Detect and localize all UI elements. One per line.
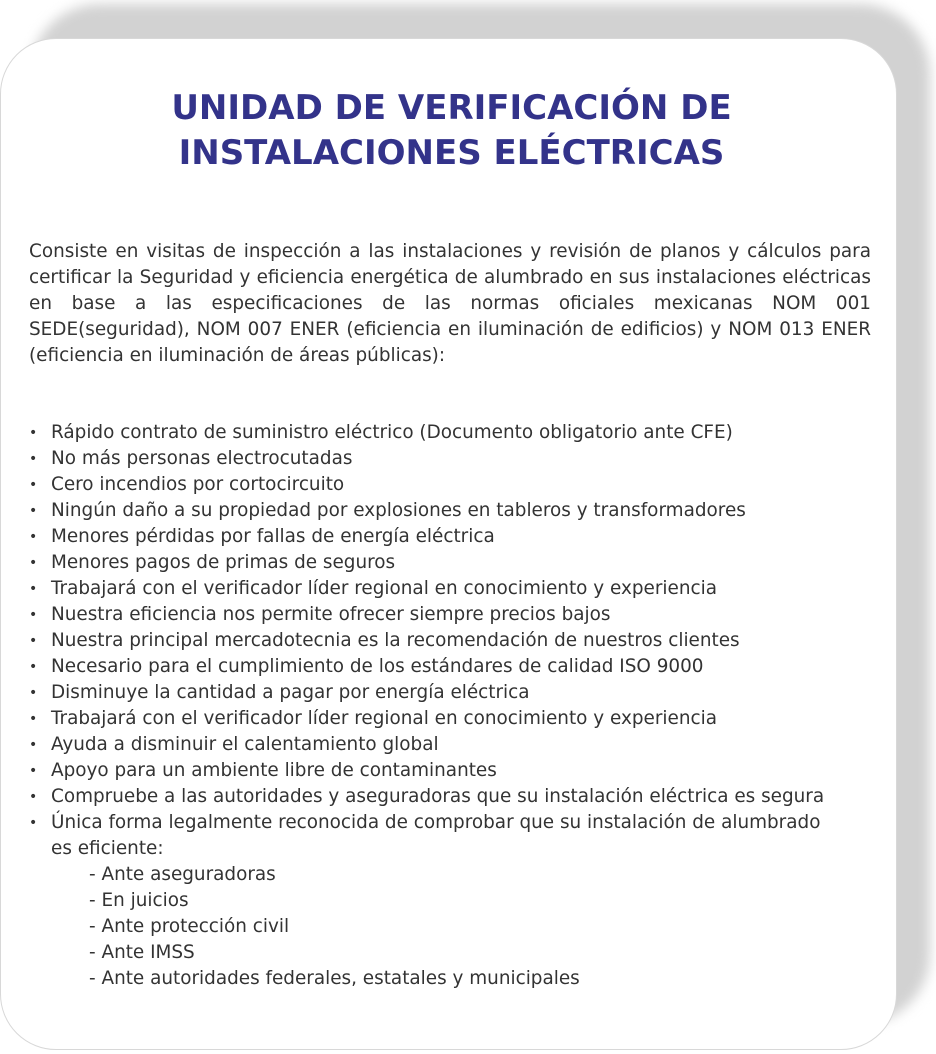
bullet-icon: • <box>29 477 38 493</box>
sub-list-item: - Ante IMSS <box>89 942 195 963</box>
bullet-icon: • <box>29 555 38 571</box>
list-item-text: Cero incendios por cortocircuito <box>51 474 345 495</box>
list-item-text: Necesario para el cumplimiento de los estándares de calidad ISO 9000 <box>51 656 704 677</box>
title-line-2: INSTALACIONES ELÉCTRICAS <box>178 133 725 173</box>
bullet-icon: • <box>29 659 38 675</box>
list-item-text: Compruebe a las autoridades y aseguradoras que su instalación eléctrica es segura <box>51 786 825 807</box>
bullet-icon: • <box>29 529 38 545</box>
list-item <box>29 576 879 602</box>
list-item <box>29 706 879 732</box>
bullet-icon: • <box>29 685 38 701</box>
list-item-text: Ayuda a disminuir el calentamiento global <box>51 734 439 755</box>
title-line-1: UNIDAD DE VERIFICACIÓN DE <box>171 88 732 128</box>
list-item <box>29 732 879 758</box>
list-item-text: Disminuye la cantidad a pagar por energía eléctrica <box>51 682 530 703</box>
list-item <box>29 550 879 576</box>
bullet-icon: • <box>29 815 38 831</box>
list-item <box>29 784 851 810</box>
list-item <box>29 446 879 472</box>
intro-paragraph: Consiste en visitas de inspección a las instalaciones y revisión de planos y cálculos para certificar la Seguridad y eficiencia energética de alumbrado en sus instalaciones eléctricas en base a las especificaciones de las normas oficiales mexicanas NOM 001 SEDE(seguridad), NOM 007 ENER (eficiencia en iluminación de edificios) y NOM 013 ENER (eficiencia en iluminación de áreas públicas): <box>29 241 871 366</box>
list-item <box>29 472 879 498</box>
list-item <box>29 524 879 550</box>
sub-list <box>51 862 831 992</box>
bullet-icon: • <box>29 633 38 649</box>
list-item <box>29 602 879 628</box>
bullet-icon: • <box>29 763 38 779</box>
list-item <box>29 654 879 680</box>
bullet-icon: • <box>29 503 38 519</box>
bullet-icon: • <box>29 451 38 467</box>
list-item <box>29 498 879 524</box>
list-item <box>29 758 879 784</box>
page-title <box>0 86 903 176</box>
bullet-icon: • <box>29 711 38 727</box>
list-item-text: Única forma legalmente reconocida de comprobar que su instalación de alumbrado es eficiente: <box>51 812 821 859</box>
list-item-text: No más personas electrocutadas <box>51 448 353 469</box>
list-item <box>29 628 879 654</box>
sub-list-item: - Ante protección civil <box>89 916 290 937</box>
sub-list-item: - En juicios <box>89 890 189 911</box>
list-item-text: Rápido contrato de suministro eléctrico (Documento obligatorio ante CFE) <box>51 422 733 443</box>
list-item-text: Menores pérdidas por fallas de energía eléctrica <box>51 526 495 547</box>
list-item-text: Nuestra eficiencia nos permite ofrecer siempre precios bajos <box>51 604 611 625</box>
list-item-text: Nuestra principal mercadotecnia es la recomendación de nuestros clientes <box>51 630 740 651</box>
bullet-icon: • <box>29 581 38 597</box>
list-item <box>29 420 879 446</box>
sub-list-item: - Ante aseguradoras <box>89 864 276 885</box>
bullet-icon: • <box>29 425 38 441</box>
sub-list-item: - Ante autoridades federales, estatales y municipales <box>89 968 580 989</box>
list-item-text: Trabajará con el verificador líder regional en conocimiento y experiencia <box>51 708 717 729</box>
list-item-text: Menores pagos de primas de seguros <box>51 552 396 573</box>
list-item-text: Apoyo para un ambiente libre de contaminantes <box>51 760 497 781</box>
list-item <box>29 810 831 992</box>
bullet-icon: • <box>29 737 38 753</box>
bullet-icon: • <box>29 789 38 805</box>
bullet-icon: • <box>29 607 38 623</box>
list-item-text: Trabajará con el verificador líder regional en conocimiento y experiencia <box>51 578 717 599</box>
list-item-text: Ningún daño a su propiedad por explosiones en tableros y transformadores <box>51 500 746 521</box>
benefits-list <box>29 420 879 992</box>
list-item <box>29 680 879 706</box>
